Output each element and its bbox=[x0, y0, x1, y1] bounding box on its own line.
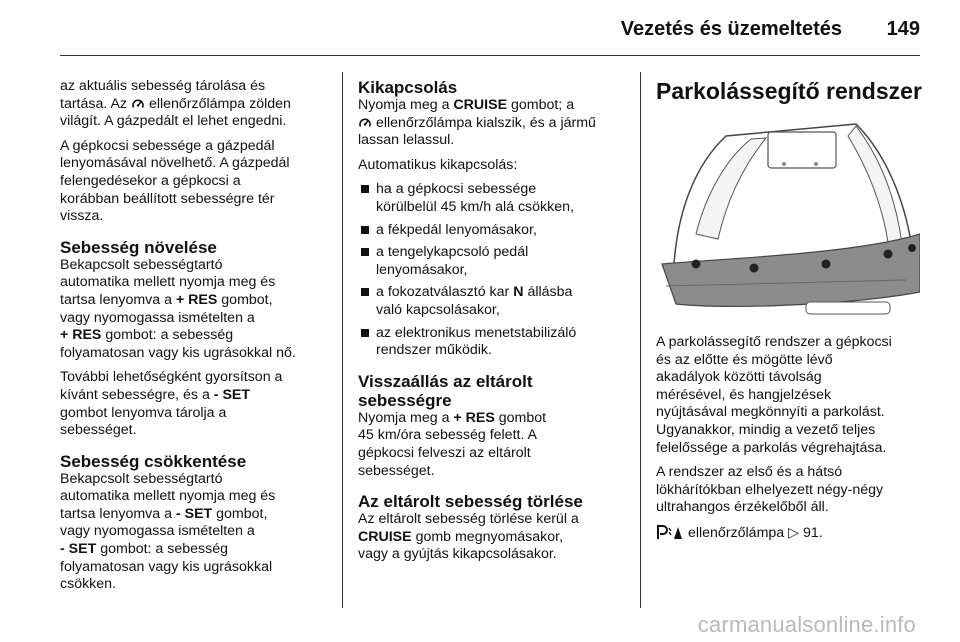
text-run: állásba való kapcsolásakor, bbox=[376, 284, 573, 318]
bullet-icon bbox=[361, 329, 369, 337]
text-run: ellenőrzőlámpa kialszik, és a jármű lassan lelassul. bbox=[358, 114, 596, 149]
list-item bbox=[358, 284, 630, 319]
text-run: az aktuális sebesség tárolása és tartása. Az bbox=[60, 78, 266, 112]
watermark-text: carmanualsonline.info bbox=[697, 612, 916, 637]
column-middle bbox=[358, 78, 630, 571]
text-run: gombot: a sebesség folyamatosan vagy kis ugrásokkal csökken. bbox=[60, 541, 273, 593]
paragraph-switch-off bbox=[358, 97, 630, 150]
list-item bbox=[358, 181, 630, 216]
page-reference-arrow-icon: ▷ bbox=[788, 524, 800, 541]
cruise-control-lamp-icon bbox=[131, 97, 145, 111]
button-label-set: - SET bbox=[175, 505, 213, 522]
text-run: ellenőrzőlámpa zölden világít. A gázpedált el lehet engedni. bbox=[60, 95, 291, 130]
paragraph-accelerate-set bbox=[60, 369, 332, 439]
heading-increase-speed: Sebesség növelése bbox=[60, 237, 217, 257]
heading-decrease-speed: Sebesség csökkentése bbox=[60, 451, 247, 471]
text-run: a fokozatválasztó kar bbox=[376, 284, 510, 301]
button-label-res: + RES bbox=[175, 291, 218, 308]
paragraph-accelerator: A gépkocsi sebessége a gázpedál lenyomásával növelhető. A gázpedál felengedésekor a gépkocsi a korábban beállított sebességre tér vissza. bbox=[60, 137, 290, 225]
paragraph-sensors: A rendszer az első és a hátsó lökhárítókban elhelyezett négy-négy ultrahangos érzékelőből áll. bbox=[656, 464, 884, 516]
button-label-set: - SET bbox=[213, 386, 251, 403]
list-item-text: a fékpedál lenyomásakor, bbox=[376, 221, 537, 238]
page-number: 149 bbox=[886, 18, 920, 40]
paragraph-lamp-reference bbox=[656, 524, 924, 543]
column-divider bbox=[342, 72, 343, 608]
list-item bbox=[358, 244, 630, 279]
column-right bbox=[656, 78, 924, 550]
button-label-cruise: CRUISE bbox=[358, 528, 412, 545]
text-run: ellenőrzőlámpa bbox=[687, 524, 785, 541]
paragraph-resume bbox=[358, 410, 630, 480]
bullet-icon bbox=[361, 185, 369, 193]
column-left bbox=[60, 78, 332, 601]
section-title: Parkolássegítő rendszer bbox=[656, 78, 922, 104]
button-label-res: + RES bbox=[60, 327, 102, 344]
text-run: gombot 45 km/óra sebesség felett. A gépkocsi felveszi az eltárolt sebességet. bbox=[358, 409, 547, 479]
paragraph-store-speed bbox=[60, 78, 332, 131]
gear-position-label: N bbox=[513, 284, 524, 301]
bullet-icon bbox=[361, 288, 369, 296]
paragraph-auto-off: Automatikus kikapcsolás: bbox=[358, 156, 518, 173]
button-label-set: - SET bbox=[60, 541, 97, 558]
list-item-text: a tengelykapcsoló pedál lenyomásakor, bbox=[376, 244, 529, 278]
text-run: Bekapcsolt sebességtartó automatika mellett nyomja meg és tartsa lenyomva a bbox=[60, 470, 276, 522]
paragraph-clear bbox=[358, 511, 630, 564]
list-item bbox=[358, 325, 630, 360]
text-run: gombot lenyomva tárolja a sebességet. bbox=[60, 404, 227, 439]
bullet-icon bbox=[361, 248, 369, 256]
text-run: gombot: a sebesség folyamatosan vagy kis ugrásokkal nő. bbox=[60, 327, 296, 361]
text-run: gombot; a bbox=[510, 97, 575, 113]
heading-resume-speed: Visszaállás az eltárolt sebességre bbox=[358, 371, 533, 410]
column-divider bbox=[640, 72, 641, 608]
list-item-text: az elektronikus menetstabilizáló rendszer működik. bbox=[376, 324, 577, 359]
bullet-icon bbox=[361, 226, 369, 234]
page-header bbox=[0, 0, 960, 60]
parking-assist-lamp-icon bbox=[656, 524, 684, 540]
text-run: gombot, vagy nyomogassa ismételten a bbox=[60, 291, 273, 326]
text-run: További lehetőségként gyorsítson a kívánt sebességre, és a bbox=[60, 369, 283, 403]
page-reference-link[interactable]: 91. bbox=[803, 524, 823, 541]
heading-clear-speed: Az eltárolt sebesség törlése bbox=[358, 492, 583, 512]
text-run: gomb megnyomásakor, vagy a gyújtás kikapcsolásakor. bbox=[358, 528, 564, 563]
button-label-cruise: CRUISE bbox=[453, 97, 508, 113]
heading-switch-off: Kikapcsolás bbox=[358, 78, 458, 97]
text-run: Bekapcsolt sebességtartó automatika mellett nyomja meg és tartsa lenyomva a bbox=[60, 256, 276, 308]
paragraph-increase bbox=[60, 257, 332, 363]
text-run: Nyomja meg a bbox=[358, 409, 450, 426]
auto-off-list bbox=[358, 181, 630, 359]
text-run: gombot, vagy nyomogassa ismételten a bbox=[60, 505, 268, 540]
text-run: Az eltárolt sebesség törlése kerül a bbox=[358, 511, 579, 528]
cruise-control-lamp-icon bbox=[358, 116, 372, 130]
header-divider bbox=[60, 55, 920, 56]
header-title: Vezetés és üzemeltetés bbox=[620, 18, 842, 40]
paragraph-decrease bbox=[60, 471, 332, 594]
list-item bbox=[358, 222, 630, 240]
paragraph-description: A parkolássegítő rendszer a gépkocsi és az előtte és mögötte lévő akadályok közötti távolság mérésével, és hangjelzések nyújtásával megkönnyíti a parkolást. Ugyanakkor, mindig a vezető teljes felelőssége a parkolás végrehajtása. bbox=[656, 334, 892, 456]
button-label-res: + RES bbox=[453, 409, 495, 426]
car-rear-bumper-illustration bbox=[656, 114, 920, 324]
list-item-text: ha a gépkocsi sebessége körülbelül 45 km/h alá csökken, bbox=[376, 181, 574, 215]
text-run: Nyomja meg a bbox=[358, 97, 450, 113]
